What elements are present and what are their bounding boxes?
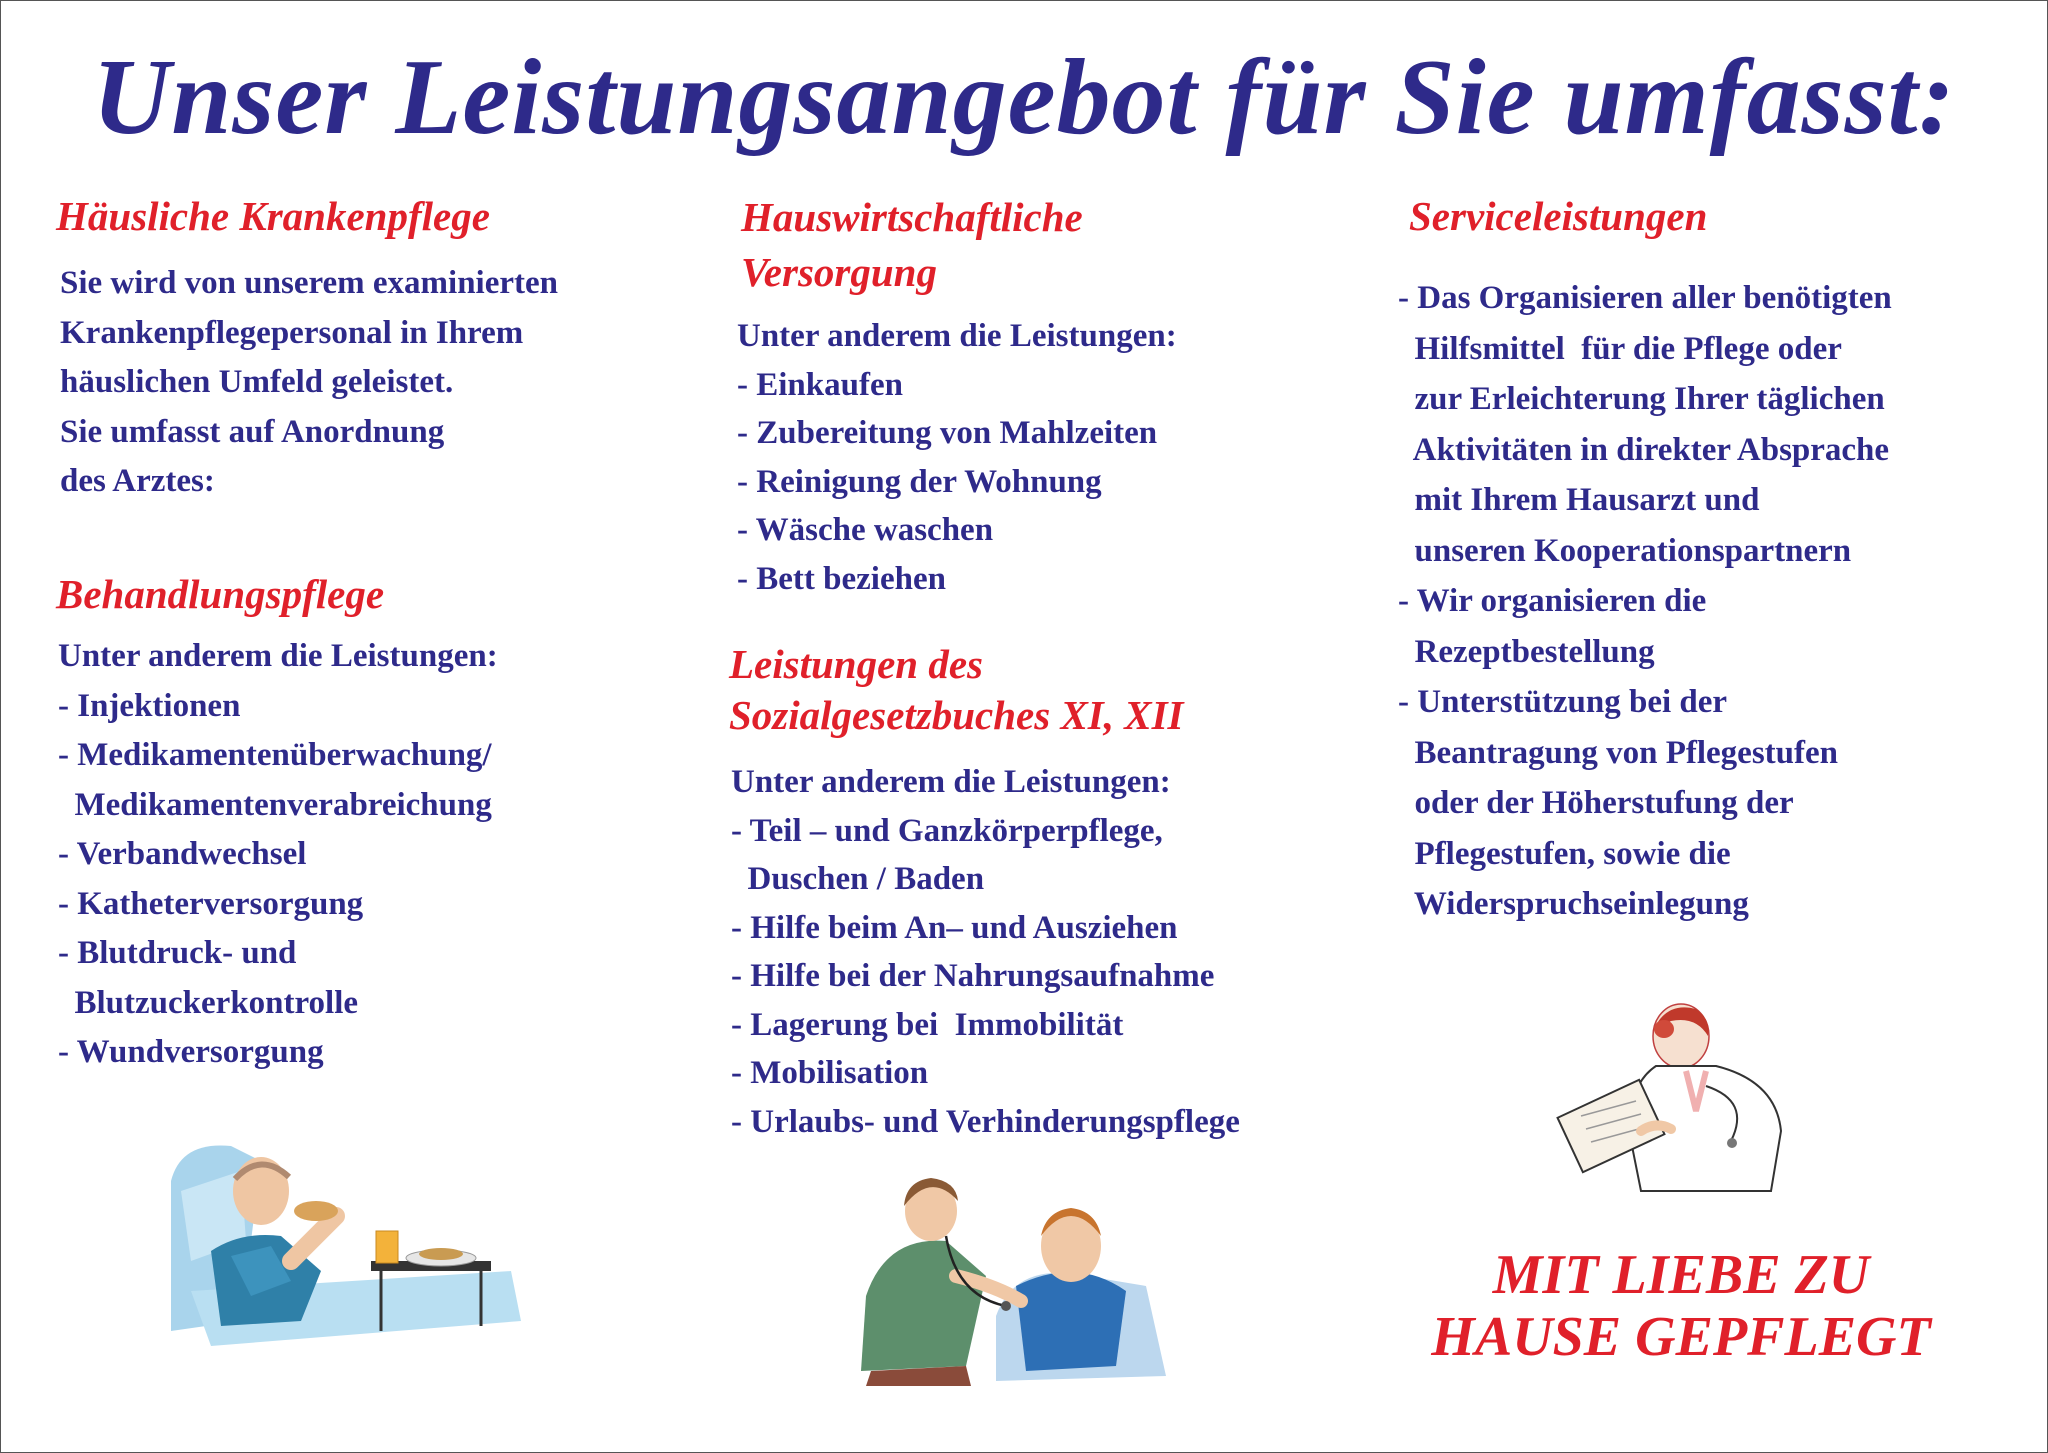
intro-text: Sie wird von unserem examinierten Krankenpflegepersonal in Ihrem häuslichen Umfeld geleistet. Sie umfasst auf Anordnung des Arztes: xyxy=(60,265,559,499)
behandlungspflege-list xyxy=(58,632,668,1078)
sozialgesetzbuch-list xyxy=(731,758,1351,1146)
page-title: Unser Leistungsangebot für Sie umfasst: xyxy=(92,38,1956,157)
serviceleistungen-list-text: - Das Organisieren aller benötigten Hilfsmittel für die Pflege oder zur Erleichterung Ihrer täglichen Aktivitäten in direkter Absprache mit Ihrem Hausarzt und unseren Kooperationspartnern - Wir organisieren die Rezeptbestellung - Unterstützung bei der Beantragung von Pflegestufen oder der Höherstufung der Pflegestufen, sowie die Widerspruchseinlegung xyxy=(1398,280,1892,922)
section-haeusliche-krankenpflege xyxy=(56,189,666,244)
section-hauswirtschaftliche-versorgung xyxy=(741,190,1341,300)
nurse-clipboard-illustration xyxy=(1556,991,1816,1201)
patient-eating-illustration xyxy=(151,1121,531,1361)
section-behandlungspflege xyxy=(56,567,666,622)
section-sozialgesetzbuch xyxy=(729,639,1329,741)
section-serviceleistungen xyxy=(1409,189,2009,244)
behandlungspflege-list-text: Unter anderem die Leistungen: - Injektionen - Medikamentenüberwachung/ Medikamentenverabreichung - Verbandwechsel - Katheterversorgung - Blutdruck- und Blutzuckerkontrolle - Wundversorgung xyxy=(58,638,498,1070)
hauswirtschaft-list xyxy=(737,312,1337,603)
section-heading-behandlungspflege: Behandlungspflege xyxy=(56,571,385,617)
slogan: MIT LIEBE ZU HAUSE GEPFLEGT xyxy=(1431,1244,1931,1368)
section-heading-hauswirtschaft: Hauswirtschaftliche Versorgung xyxy=(741,194,1083,295)
nurse-child-illustration xyxy=(846,1166,1186,1386)
section-intro xyxy=(60,259,670,507)
sozialgesetzbuch-list-text: Unter anderem die Leistungen: - Teil – und Ganzkörperpflege, Duschen / Baden - Hilfe beim An– und Ausziehen - Hilfe bei der Nahrungsaufnahme - Lagerung bei Immobilität - Mobilisation - Urlaubs- und Verhinderungspflege xyxy=(731,764,1240,1140)
section-heading-serviceleistungen: Serviceleistungen xyxy=(1409,193,1708,239)
serviceleistungen-list xyxy=(1398,273,2018,930)
section-heading-haeusliche-krankenpflege: Häusliche Krankenpflege xyxy=(56,193,490,239)
hauswirtschaft-list-text: Unter anderem die Leistungen: - Einkaufen - Zubereitung von Mahlzeiten - Reinigung der Wohnung - Wäsche waschen - Bett beziehen xyxy=(737,318,1177,597)
section-heading-sozialgesetzbuch: Leistungen des Sozialgesetzbuches XI, XII xyxy=(729,641,1184,738)
